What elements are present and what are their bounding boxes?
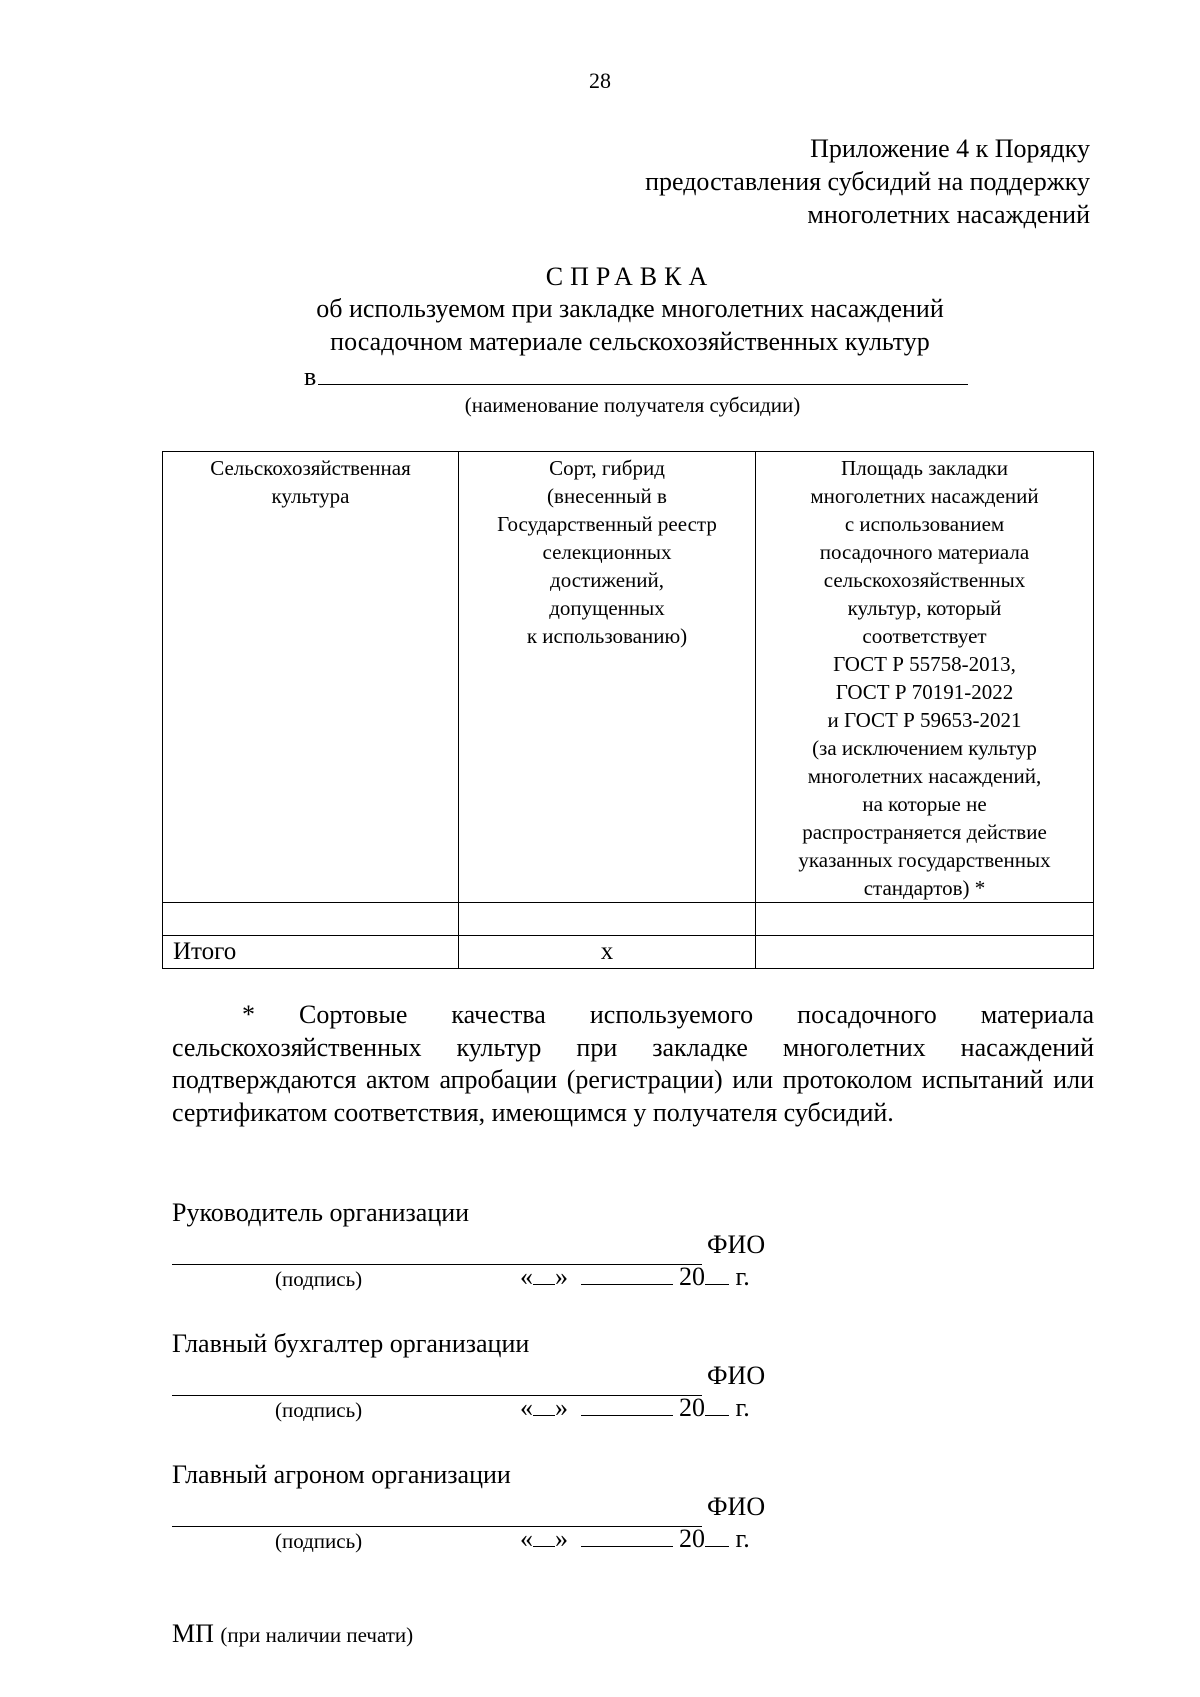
year-prefix: 20 bbox=[679, 1524, 705, 1553]
date-quote-open: « bbox=[520, 1262, 533, 1291]
subtitle-line: посадочном материале сельскохозяйственных культур bbox=[330, 327, 930, 356]
appendix-reference bbox=[645, 132, 1090, 231]
table-cell bbox=[163, 903, 459, 936]
date-field bbox=[520, 1393, 750, 1423]
year-prefix: 20 bbox=[679, 1262, 705, 1291]
table-total-row bbox=[163, 936, 1094, 969]
appendix-line: Приложение 4 к Порядку bbox=[810, 134, 1090, 163]
recipient-field bbox=[304, 362, 968, 392]
table-header-row bbox=[163, 452, 1094, 903]
stamp-placeholder bbox=[172, 1619, 413, 1649]
header-area: Площадь закладки многолетних насаждений с использованием посадочного материала сельскохозяйственных культур, который соответствует ГОСТ Р 55758-2013, ГОСТ Р 70191-2022 и ГОСТ Р 59653-2021 (за исключением культур многолетних насаждений, на которые не распространяется действие указанных государственных стандартов) * bbox=[756, 452, 1094, 903]
date-quote-close: » bbox=[555, 1262, 568, 1291]
day-blank bbox=[533, 1395, 555, 1416]
date-quote-open: « bbox=[520, 1393, 533, 1422]
month-blank bbox=[581, 1526, 673, 1547]
footnote bbox=[172, 999, 1094, 1129]
year-blank bbox=[705, 1264, 729, 1285]
date-quote-open: « bbox=[520, 1524, 533, 1553]
header-crop: Сельскохозяйственная культура bbox=[163, 452, 459, 903]
recipient-blank-line bbox=[318, 362, 968, 385]
year-blank bbox=[705, 1395, 729, 1416]
recipient-caption: (наименование получателя субсидии) bbox=[464, 393, 801, 417]
signature-caption: (подпись) bbox=[275, 1267, 363, 1291]
signature-caption: (подпись) bbox=[275, 1398, 363, 1422]
day-blank bbox=[533, 1264, 555, 1285]
date-field bbox=[520, 1262, 750, 1292]
table-cell bbox=[756, 903, 1094, 936]
page-number: 28 bbox=[589, 68, 611, 93]
total-label: Итого bbox=[163, 936, 459, 969]
planting-material-table bbox=[162, 451, 1094, 969]
footnote-text: сельскохозяйственных культур при закладке многолетних насаждений подтверждаются актом апробации (регистрации) или протоколом испытаний или сертификатом соответствия, имеющимся у получателя субсидий. bbox=[172, 1032, 1094, 1127]
signature-caption: (подпись) bbox=[275, 1529, 363, 1553]
document-title: СПРАВКА bbox=[545, 262, 715, 291]
footnote-first-line: * Сортовые качества используемого посадочного материала bbox=[242, 1000, 1094, 1029]
total-area bbox=[756, 936, 1094, 969]
table-row bbox=[163, 903, 1094, 936]
total-variety: х bbox=[459, 936, 756, 969]
month-blank bbox=[581, 1264, 673, 1285]
year-prefix: 20 bbox=[679, 1393, 705, 1422]
day-blank bbox=[533, 1526, 555, 1547]
fio-label: ФИО bbox=[707, 1230, 766, 1259]
date-quote-close: » bbox=[555, 1393, 568, 1422]
signature-role: Главный агроном организации bbox=[172, 1460, 511, 1489]
signature-role: Руководитель организации bbox=[172, 1198, 470, 1227]
fio-label: ФИО bbox=[707, 1492, 766, 1521]
signature-role: Главный бухгалтер организации bbox=[172, 1329, 530, 1358]
year-suffix: г. bbox=[735, 1262, 750, 1291]
appendix-line: предоставления субсидий на поддержку bbox=[645, 167, 1090, 196]
date-field bbox=[520, 1524, 750, 1554]
date-quote-close: » bbox=[555, 1524, 568, 1553]
document-subtitle bbox=[0, 292, 1200, 358]
stamp-label: МП bbox=[172, 1619, 214, 1648]
recipient-prefix: в bbox=[304, 362, 317, 391]
month-blank bbox=[581, 1395, 673, 1416]
header-variety: Сорт, гибрид (внесенный в Государственный реестр селекционных достижений, допущенных к использованию) bbox=[459, 452, 756, 903]
year-suffix: г. bbox=[735, 1524, 750, 1553]
year-blank bbox=[705, 1526, 729, 1547]
table-cell bbox=[459, 903, 756, 936]
subtitle-line: об используемом при закладке многолетних насаждений bbox=[316, 294, 944, 323]
appendix-line: многолетних насаждений bbox=[807, 200, 1090, 229]
stamp-note: (при наличии печати) bbox=[220, 1623, 414, 1647]
year-suffix: г. bbox=[735, 1393, 750, 1422]
fio-label: ФИО bbox=[707, 1361, 766, 1390]
